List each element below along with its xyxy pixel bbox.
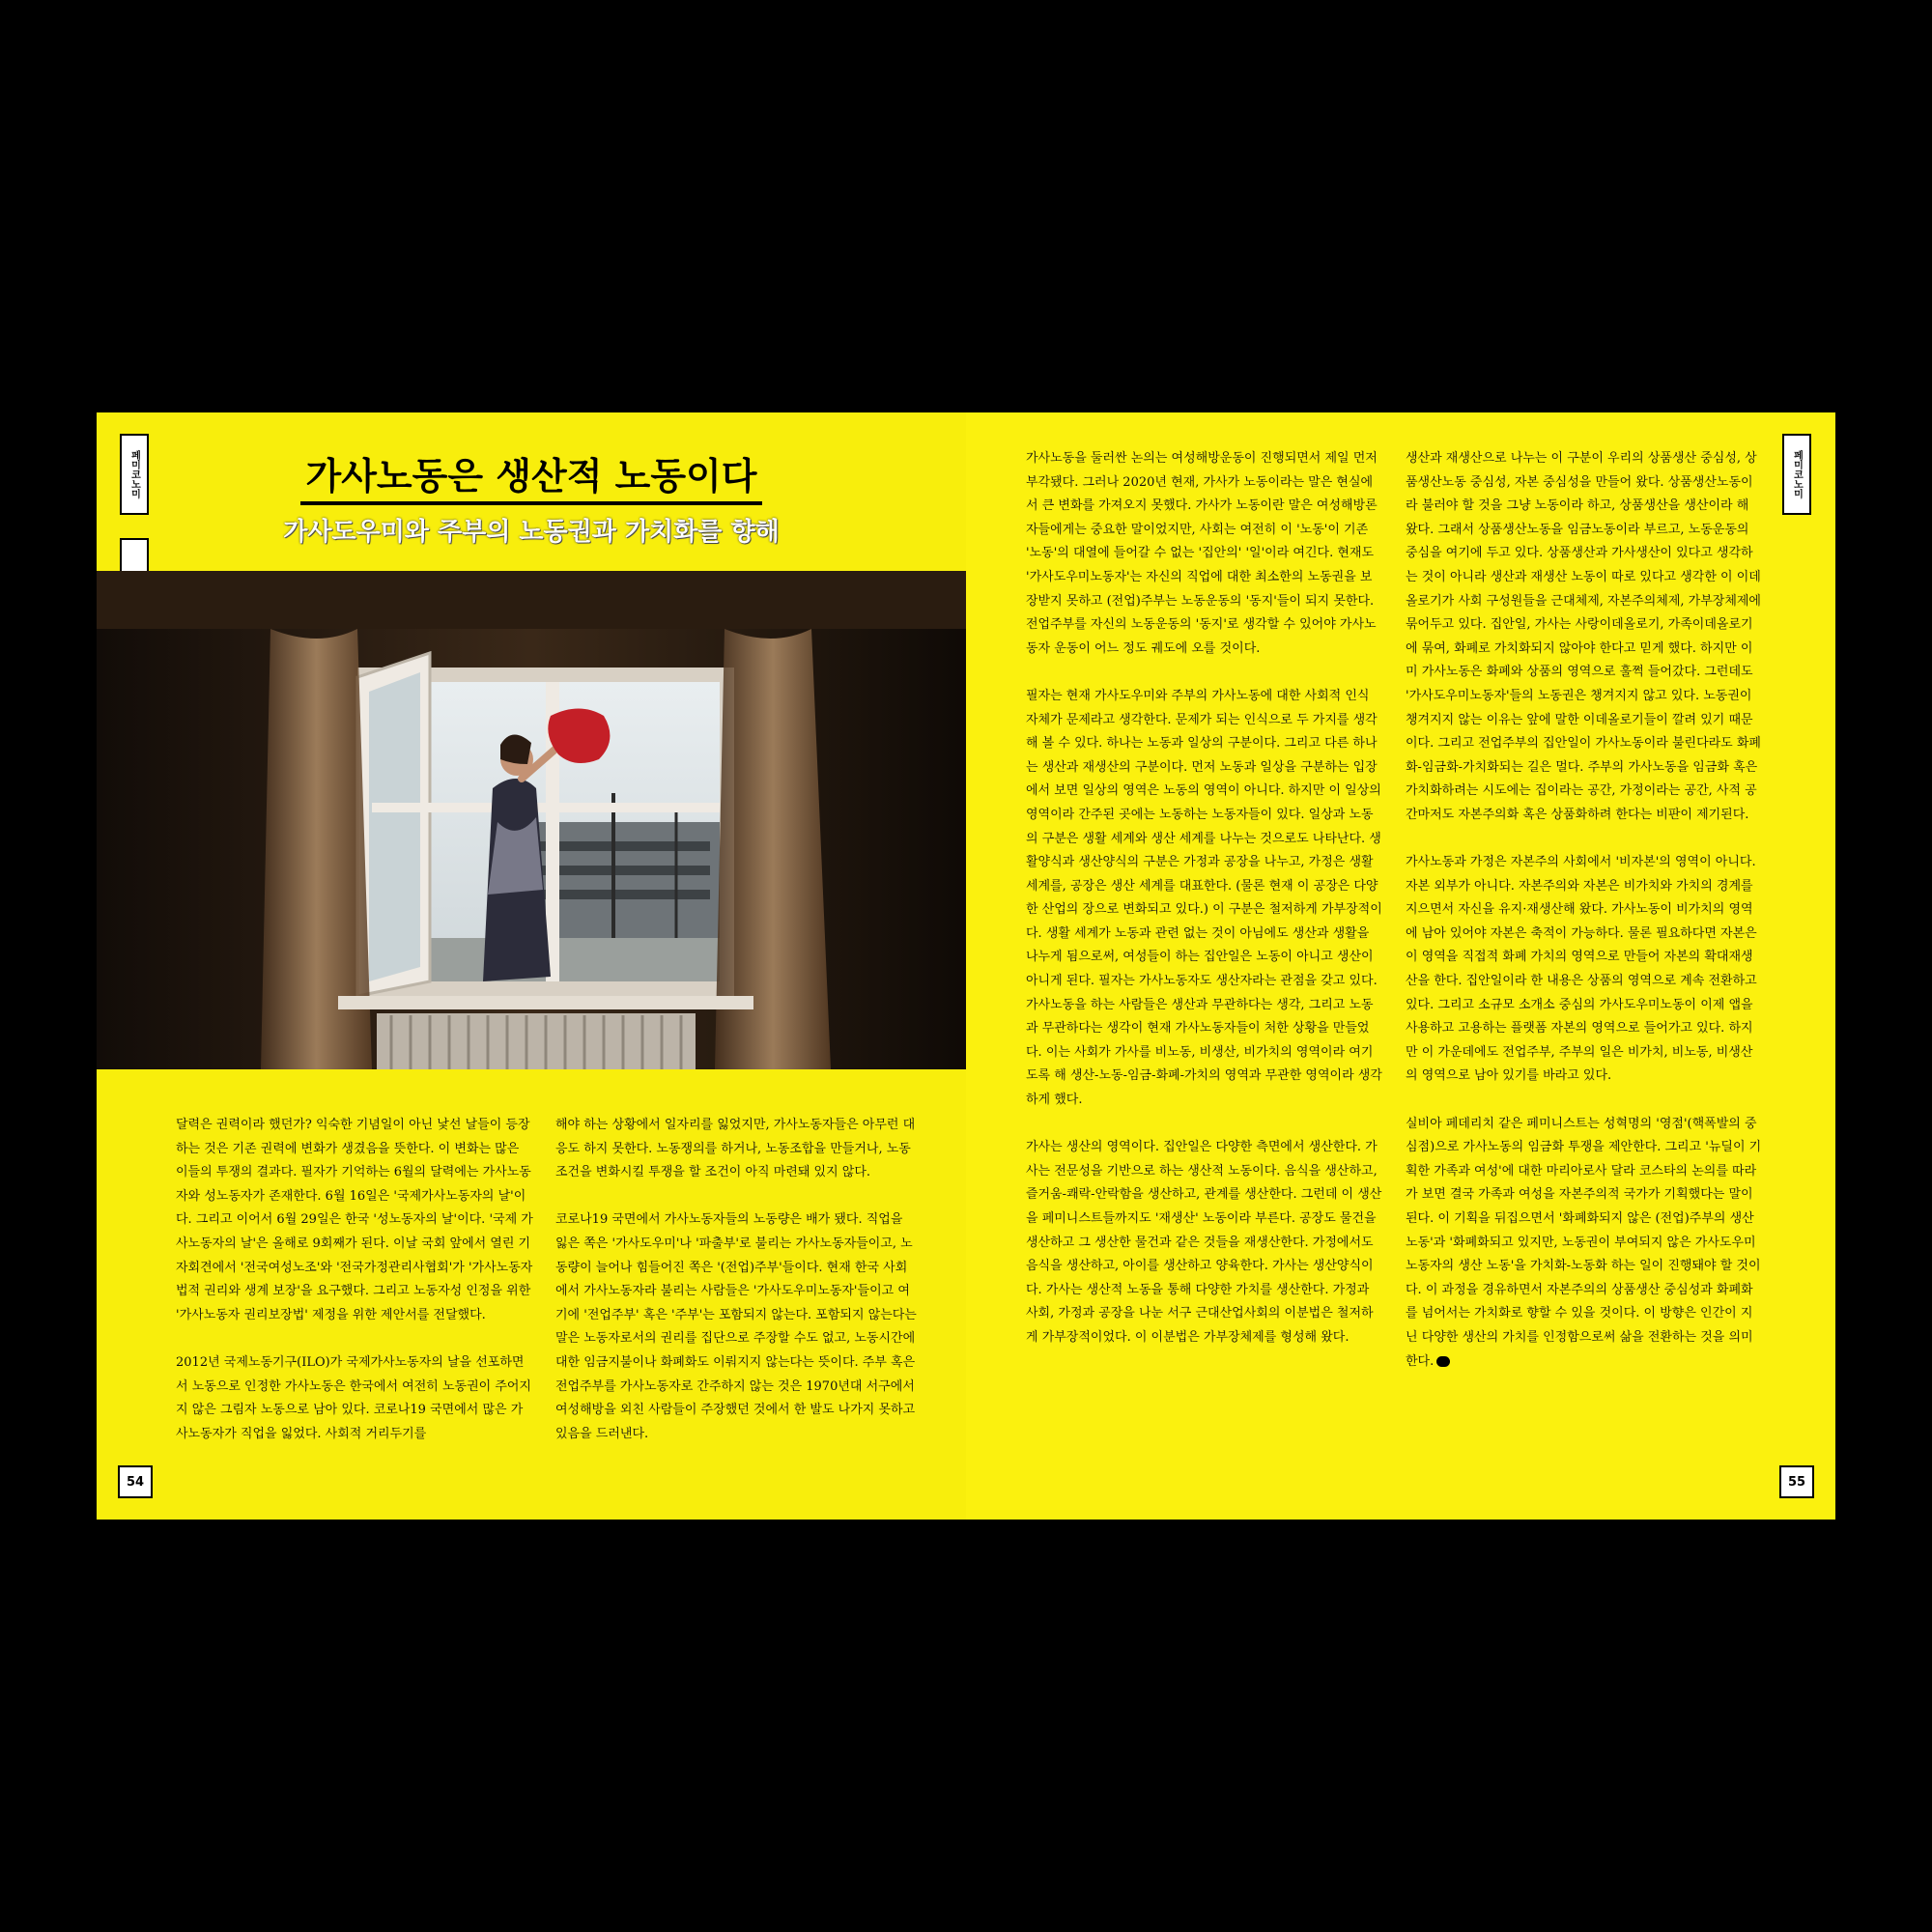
- paragraph: 코로나19 국면에서 가사노동자들의 노동량은 배가 됐다. 직업을 잃은 쪽은 '가사도우미'나 '파출부'로 불리는 가사노동자들이고, 노동량이 늘어나 힘들어진 쪽은 '(전업)주부'들이다. 현재 한국 사회에서 가사노동자라 불리는 사람들은 '가사도우미노동자'들이고 여기에 '전업주부' 혹은 '주부'는 포함되지 않는다. 포함되지 않는다는 말은 노동자로서의 권리를 집단으로 주장할 수도 없고, 노동시간에 대한 임금지불이나 화폐화도 이뤄지지 않는다는 뜻이다. 주부 혹은 전업주부를 가사노동자로 간주하지 않는 것은 1970년대 서구에서 여성해방을 외친 사람들이 주장했던 것에서 한 발도 나가지 못하고 있음을 드러낸다.: [555, 1212, 917, 1441]
- section-tab-left: 페미코노미: [120, 434, 149, 515]
- text-column-left-2: [555, 1114, 918, 1470]
- paragraph: 달력은 권력이라 했던가? 익숙한 기념일이 아닌 낯선 날들이 등장하는 것은 기존 권력에 변화가 생겼음을 뜻한다. 이 변화는 많은 이들의 투쟁의 결과다. 필자가 기억하는 6월의 달력에는 가사노동자와 성노동자가 존재한다. 6월 16일은 '국제가사노동자의 날'이다. 그리고 이어서 6월 29일은 한국 '성노동자의 날'이다. '국제 가사노동자의 날'은 올해로 9회째가 된다. 이날 국회 앞에서 열린 기자회견에서 '전국여성노조'와 '전국가정관리사협회'가 '가사노동자 법적 권리와 생계 보장'을 요구했다. 그리고 노동자성 인정을 위한 '가사노동자 권리보장법' 제정을 위한 제안서를 전달했다.: [176, 1118, 533, 1322]
- paragraph-final: [1406, 1113, 1763, 1375]
- paragraph: 생산과 재생산으로 나누는 이 구분이 우리의 상품생산 중심성, 상품생산노동 중심성, 자본 중심성을 만들어 왔다. 상품생산노동이라 불러야 할 것을 그냥 노동이라 하고, 상품생산을 생산이라 해 왔다. 그래서 상품생산노동을 임금노동이라 부르고, 노동운동의 중심을 여기에 두고 있다. 상품생산과 가사생산이 있다고 생각하는 것이 아니라 생산과 재생산 노동이 따로 있다고 생각한 이 이데올로기가 사회 구성원들을 근대체제, 자본주의체제, 가부장체제에 묶어두고 있다. 집안일, 가사는 사랑이데올로기, 가족이데올로기에 묶여, 화폐로 가치화되지 않아야 한다고 믿게 했다. 하지만 이미 가사노동은 화폐와 상품의 영역으로 훌쩍 들어갔다. 그런데도 '가사도우미노동자'들의 노동권은 챙겨지지 않고 있다. 노동권이 챙겨지지 않는 이유는 앞에 말한 이데올로기들이 깔려 있기 때문이다. 그리고 전업주부의 집안일이 가사노동이라 불린다라도 화폐화-임금화-가치화되는 길은 멀다. 주부의 가사노동을 임금화 혹은 가치화하려는 시도에는 집이라는 공간, 가정이라는 공간, 사적 공간마저도 자본주의화 혹은 상품화하려 한다는 비판이 제기된다.: [1406, 451, 1761, 822]
- paragraph: 가사는 생산의 영역이다. 집안일은 다양한 측면에서 생산한다. 가사는 전문성을 기반으로 하는 생산적 노동이다. 음식을 생산하고, 즐거움-쾌락-안락함을 생산하고, 관계를 생산한다. 그런데 이 생산을 페미니스트들까지도 '재생산' 노동이라 부른다. 공장도 물건을 생산하고 그 생산한 물건과 같은 것들을 재생산한다. 가정에서도 음식을 생산하고, 아이를 생산하고 양육한다. 가사는 생산양식이다. 가사는 생산적 노동을 통해 다양한 가치를 생산한다. 가정과 사회, 가정과 공장을 나눈 서구 근대산업사회의 이분법은 철저하게 가부장적이었다. 이 이분법은 가부장체제를 형성해 왔다.: [1026, 1140, 1382, 1345]
- page-number-right: 55: [1779, 1465, 1814, 1498]
- section-tab-right: 페미코노미: [1782, 434, 1811, 515]
- text-column-right-2: [1406, 447, 1763, 1398]
- page-number-left: 54: [118, 1465, 153, 1498]
- text-column-left-1: [176, 1114, 533, 1470]
- paragraph: 해야 하는 상황에서 일자리를 잃었지만, 가사노동자들은 아무런 대응도 하지 못한다. 노동쟁의를 하거나, 노동조합을 만들거나, 노동조건을 변화시킬 투쟁을 할 조건이 아직 마련돼 있지 않다.: [555, 1118, 916, 1180]
- paragraph: 가사노동을 둘러싼 논의는 여성해방운동이 진행되면서 제일 먼저 부각됐다. 그러나 2020년 현재, 가사가 노동이라는 말은 현실에서 큰 변화를 가져오지 못했다. 가사가 노동이란 말은 여성해방론자들에게는 중요한 말이었지만, 사회는 여전히 이 '노동'이 기존 '노동'의 대열에 들어갈 수 없는 '집안의' '일'이라 여긴다. 현재도 '가사도우미노동자'는 자신의 직업에 대한 최소한의 노동권을 보장받지 못하고 (전업)주부는 노동운동의 '동지'들이 되지 못한다. 전업주부를 자신의 노동운동의 '동지'로 생각할 수 있어야 가사노동자 운동이 어느 정도 궤도에 오를 것이다.: [1026, 451, 1378, 656]
- paragraph-final-text: 실비아 페데리치 같은 페미니스트는 성혁명의 '영점'(핵폭발의 중심점)으로 가사노동의 임금화 투쟁을 제안한다. 그리고 '뉴딜이 기획한 가족과 여성'에 대한 마리아로사 달라 코스타의 논의를 따라가 보면 결국 가족과 여성을 자본주의적 국가가 기획했다는 말이 된다. 이 기획을 뒤집으면서 '화폐화되지 않은 (전업)주부의 생산노동'과 '화폐화되고 있지만, 노동권이 부여되지 않은 가사도우미노동자의 생산 노동'을 가치화-노동화 하는 일이 진행돼야 할 것이다. 이 과정을 경유하면서 자본주의의 상품생산 중심성과 화폐화를 넘어서는 가치화로 향할 수 있을 것이다. 이 방향은 인간이 지닌 다양한 생산의 가치를 인정함으로써 삶을 전환하는 것을 의미한다.: [1406, 1116, 1762, 1369]
- magazine-spread: [97, 412, 1835, 1520]
- paragraph: 필자는 현재 가사도우미와 주부의 가사노동에 대한 사회적 인식 자체가 문제라고 생각한다. 문제가 되는 인식으로 두 가지를 생각해 볼 수 있다. 하나는 노동과 일상의 구분이다. 그리고 다른 하나는 생산과 재생산의 구분이다. 먼저 노동과 일상을 구분하는 입장에서 보면 일상의 영역은 노동의 영역이 아니다. 하지만 이 일상의 영역이라 간주된 곳에는 노동하는 노동자들이 있다. 일상과 노동의 구분은 생활 세계와 생산 세계를 나누는 것으로도 나타난다. 생활양식과 생산양식의 구분은 가정과 공장을 나누고, 가정은 생활 세계를, 공장은 생산 세계를 대표한다. (물론 현재 이 공장은 다양한 산업의 장으로 변화되고 있다.) 이 구분은 철저하게 가부장적이다. 생활 세계가 노동과 관련 없는 것이 아님에도 생산과 생활을 나누게 됨으로써, 여성들이 하는 집안일은 노동이 아니고 생산이 아니게 된다. 필자는 가사노동자도 생산자라는 관점을 갖고 있다. 가사노동을 하는 사람들은 생산과 무관하다는 생각, 그리고 노동과 무관하다는 생각이 현재 가사노동자들이 처한 상황을 만들었다. 이는 사회가 가사를 비노동, 비생산, 비가치의 영역이라 여기도록 해 생산-노동-임금-화폐-가치의 영역과 무관한 영역이라 생각하게 했다.: [1026, 688, 1382, 1108]
- article-title: [193, 446, 869, 499]
- end-mark-icon: [1436, 1356, 1450, 1367]
- article-title-text: 가사노동은 생산적 노동이다: [300, 455, 763, 505]
- text-column-right-1: [1026, 447, 1383, 1374]
- photo-woman-cleaning-window-icon: [97, 571, 966, 1069]
- article-photo: [97, 571, 966, 1069]
- article-subtitle: 가사도우미와 주부의 노동권과 가치화를 향해: [283, 518, 780, 547]
- paragraph: 2012년 국제노동기구(ILO)가 국제가사노동자의 날을 선포하면서 노동으로 인정한 가사노동은 한국에서 여전히 노동권이 주어지지 않은 그림자 노동으로 남아 있다. 코로나19 국면에서 많은 가사노동자가 직업을 잃었다. 사회적 거리두기를: [176, 1354, 531, 1441]
- paragraph: 가사노동과 가정은 자본주의 사회에서 '비자본'의 영역이 아니다. 자본 외부가 아니다. 자본주의와 자본은 비가치와 가치의 경계를 지으면서 자신을 유지·재생산해 왔다. 가사노동이 비가치의 영역에 남아 있어야 자본은 축적이 가능하다. 물론 필요하다면 자본은 이 영역을 직접적 화폐 가치의 영역으로 만들어 자본의 확대재생산을 한다. 집안일이라 한 내용은 상품의 영역으로 계속 전환하고 있다. 그리고 소규모 소개소 중심의 가사도우미노동이 이제 앱을 사용하고 고용하는 플랫폼 자본의 영역으로 들어가고 있다. 하지만 이 가운데에도 전업주부, 주부의 일은 비가치, 비노동, 비생산의 영역으로 남아 있기를 바라고 있다.: [1406, 855, 1757, 1084]
